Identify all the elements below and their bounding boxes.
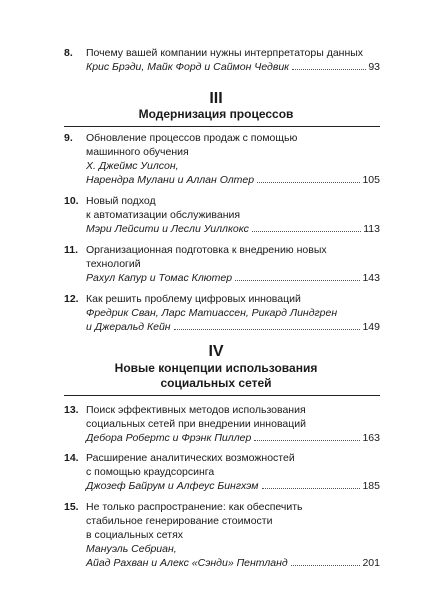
- part-title-line: Новые концепции использования: [114, 361, 318, 375]
- page-number: 149: [362, 321, 380, 333]
- part-title: [0, 361, 432, 391]
- entry-title-line: Организационная подготовка к внедрению новых: [86, 244, 327, 256]
- entry-title-line: Не только распространение: как обеспечить: [86, 501, 303, 513]
- entry-author-names: и Джеральд Кейн: [86, 321, 171, 333]
- entry-author-names: Мэри Лейсити и Лесли Уиллкокс: [86, 223, 249, 235]
- toc-entry-11[interactable]: [64, 243, 380, 285]
- entry-title: [86, 451, 380, 479]
- entry-authors: [86, 479, 380, 493]
- entry-title-line: Обновление процессов продаж с помощью: [86, 132, 298, 144]
- entry-authors: [86, 431, 380, 445]
- entry-author-names: Нарендра Мулани и Аллан Олтер: [86, 174, 255, 186]
- entry-authors: [86, 306, 380, 334]
- toc-entry-9[interactable]: [64, 131, 380, 187]
- page-number: 93: [368, 61, 380, 73]
- toc-entry-12[interactable]: [64, 292, 380, 334]
- entry-number: 12.: [64, 293, 79, 305]
- part-title: [0, 107, 432, 122]
- entry-author-line: Мануэль Себриан,: [86, 543, 177, 555]
- entry-title: [86, 46, 380, 60]
- entry-title-line: стабильное генерирование стоимости: [86, 515, 273, 527]
- leader-dots: [292, 69, 366, 70]
- page-number: 201: [362, 557, 380, 569]
- leader-dots: [252, 231, 361, 232]
- entry-title-line: машинного обучения: [86, 146, 189, 158]
- toc-entry-10[interactable]: [64, 194, 380, 236]
- entry-number: 14.: [64, 452, 79, 464]
- entry-title: [86, 194, 380, 222]
- entry-title-line: Расширение аналитических возможностей: [86, 452, 295, 464]
- entry-title-line: Почему вашей компании нужны интерпретаторы данных: [86, 47, 364, 59]
- entry-number: 8.: [64, 47, 73, 59]
- entry-title: [86, 403, 380, 431]
- toc-entry-15[interactable]: [64, 500, 380, 570]
- entry-title-line: Новый подход: [86, 195, 156, 207]
- entry-author-names: Крис Брэди, Майк Форд и Саймон Чедвик: [86, 61, 290, 73]
- entry-authors: [86, 60, 380, 74]
- page-number: 143: [362, 272, 380, 284]
- leader-dots: [262, 488, 361, 489]
- entry-number: 10.: [64, 195, 79, 207]
- entry-author-line: [86, 320, 380, 334]
- section-divider: [64, 126, 380, 127]
- entry-title: [86, 292, 380, 306]
- leader-dots: [291, 565, 361, 566]
- entry-title-line: технологий: [86, 258, 141, 270]
- leader-dots: [257, 182, 360, 183]
- entry-author-line: [86, 556, 380, 570]
- entry-author-names: Джозеф Байрум и Алфеус Бингхэм: [86, 480, 259, 492]
- entry-number: 15.: [64, 501, 79, 513]
- entry-author-line: [86, 222, 380, 236]
- entry-title: [86, 243, 380, 271]
- toc-entry-8[interactable]: [64, 46, 380, 74]
- entry-authors: [86, 159, 380, 187]
- entry-title-line: к автоматизации обслуживания: [86, 209, 241, 221]
- entry-number: 9.: [64, 132, 73, 144]
- entry-title-line: Поиск эффективных методов использования: [86, 404, 306, 416]
- leader-dots: [254, 440, 360, 441]
- entry-title: [86, 131, 380, 159]
- part-title-line: Модернизация процессов: [138, 107, 294, 121]
- page-number: 185: [362, 480, 380, 492]
- page-number: 105: [362, 174, 380, 186]
- entry-author-line: [86, 173, 380, 187]
- entry-title-line: социальных сетей при внедрении инноваций: [86, 418, 306, 430]
- entry-number: 13.: [64, 404, 79, 416]
- entry-title: [86, 500, 380, 542]
- entry-author-names: Дебора Робертс и Фрэнк Пиллер: [86, 432, 252, 444]
- entry-author-line: Фредрик Сван, Ларс Матиассен, Рикард Линдгрен: [86, 307, 338, 319]
- part-number: III: [209, 90, 223, 107]
- entry-author-line: [86, 479, 380, 493]
- toc-entry-13[interactable]: [64, 403, 380, 445]
- section-divider: [64, 395, 380, 396]
- entry-title-line: в социальных сетях: [86, 529, 184, 541]
- leader-dots: [235, 280, 360, 281]
- entry-author-names: Рахул Капур и Томас Клютер: [86, 272, 233, 284]
- part-title-line: социальных сетей: [160, 376, 272, 390]
- entry-author-line: Х. Джеймс Уилсон,: [86, 160, 179, 172]
- toc-entry-14[interactable]: [64, 451, 380, 493]
- entry-title-line: Как решить проблему цифровых инноваций: [86, 293, 301, 305]
- entry-author-line: [86, 271, 380, 285]
- entry-author-line: [86, 60, 380, 74]
- part-number: IV: [208, 343, 224, 360]
- entry-author-names: Айад Рахван и Алекс «Сэнди» Пентланд: [86, 557, 288, 569]
- entry-number: 11.: [64, 244, 79, 256]
- entry-authors: [86, 542, 380, 570]
- entry-title-line: с помощью краудсорсинга: [86, 466, 215, 478]
- leader-dots: [174, 329, 361, 330]
- entry-author-line: [86, 431, 380, 445]
- page-number: 163: [362, 432, 380, 444]
- entry-authors: [86, 271, 380, 285]
- entry-authors: [86, 222, 380, 236]
- page-number: 113: [363, 223, 380, 235]
